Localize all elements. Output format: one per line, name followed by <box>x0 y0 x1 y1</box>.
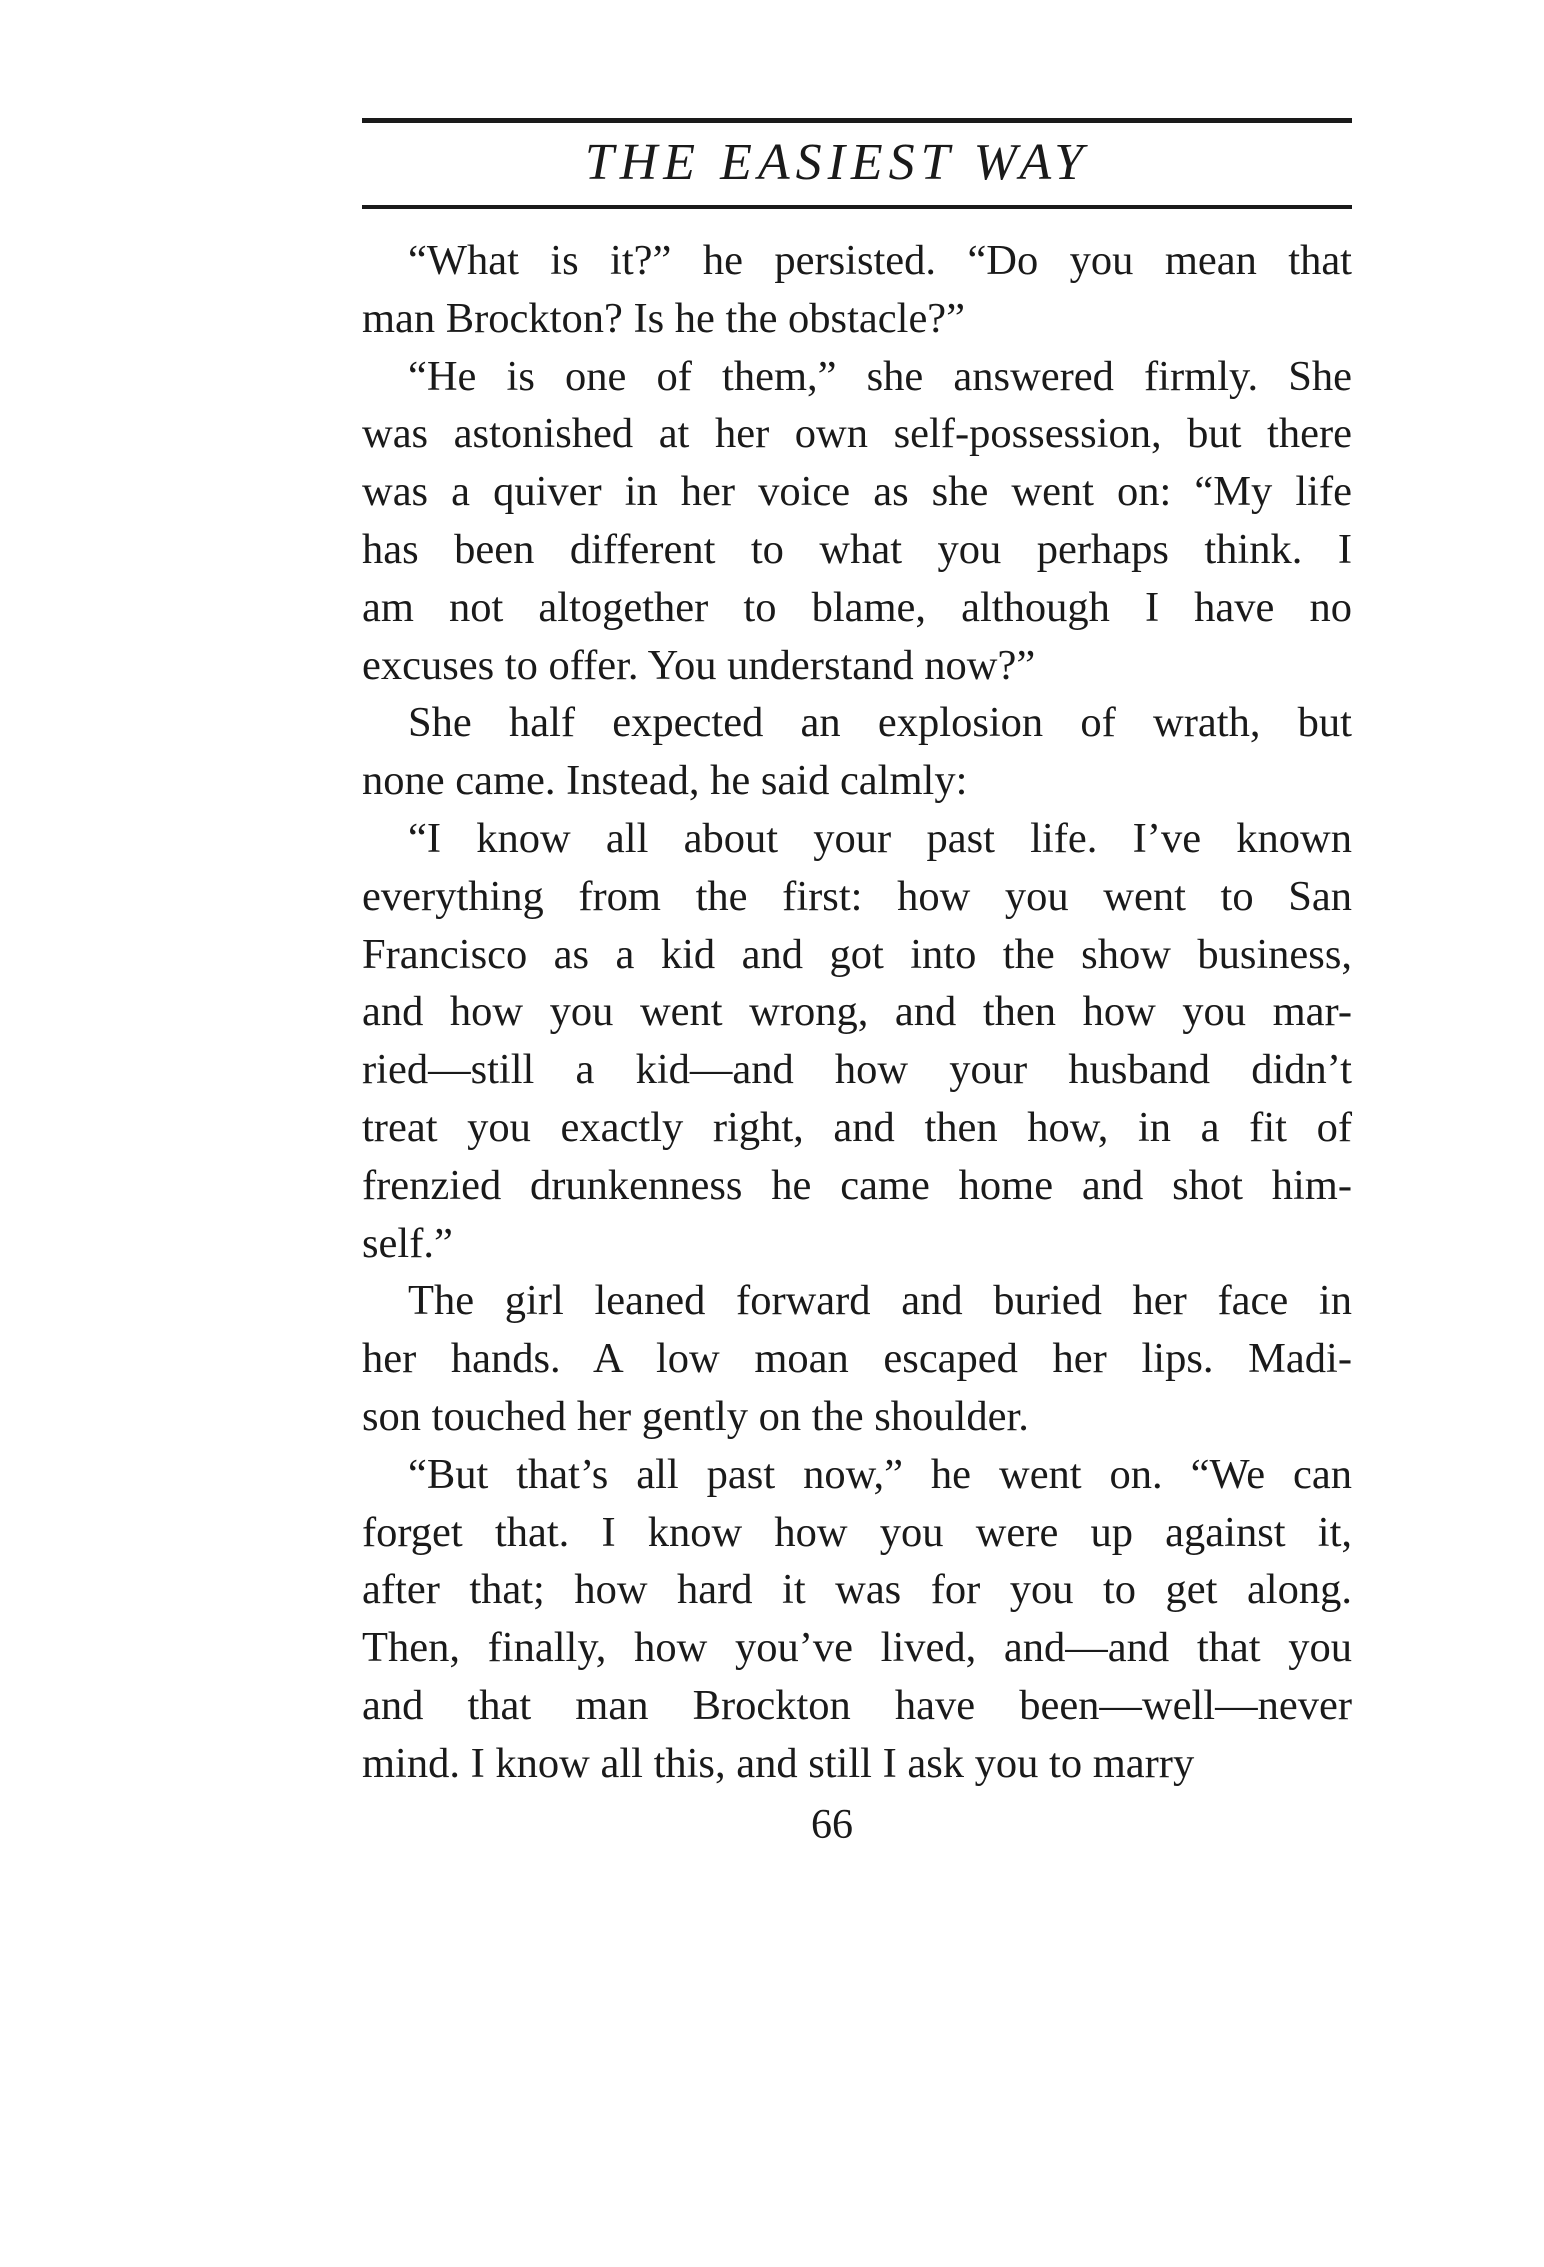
text-line: treat you exactly right, and then how, in a fit of <box>362 1103 1352 1151</box>
text-line: She half expected an explosion of wrath, but <box>408 699 1352 747</box>
running-head <box>362 118 1352 209</box>
paragraph <box>362 810 1352 1272</box>
running-head-title: THE EASIEST WAY <box>584 134 1090 191</box>
text-line: “But that’s all past now,” he went on. “We can <box>408 1450 1352 1498</box>
text-line: everything from the first: how you went to San <box>362 872 1352 920</box>
body-text <box>362 232 1352 1793</box>
paragraph <box>362 1272 1352 1445</box>
paragraph <box>362 232 1352 348</box>
page-number <box>0 1800 1544 1850</box>
text-line: her hands. A low moan escaped her lips. Madi- <box>362 1335 1352 1383</box>
text-line: was a quiver in her voice as she went on: “My life <box>362 468 1352 516</box>
text-line: after that; how hard it was for you to get along. <box>362 1566 1352 1614</box>
paragraph <box>362 1446 1352 1793</box>
text-line: Then, finally, how you’ve lived, and—and that you <box>362 1624 1352 1672</box>
text-line: am not altogether to blame, although I have no <box>362 583 1352 631</box>
text-line: excuses to offer. You understand now?” <box>362 641 1036 689</box>
top-rule <box>362 118 1352 123</box>
text-line: Francisco as a kid and got into the show business, <box>362 930 1352 978</box>
text-line: The girl leaned forward and buried her face in <box>408 1277 1352 1325</box>
text-line: forget that. I know how you were up against it, <box>362 1508 1352 1556</box>
text-line: was astonished at her own self-possession, but there <box>362 410 1352 458</box>
text-line: “He is one of them,” she answered firmly. She <box>408 352 1352 400</box>
text-line: “I know all about your past life. I’ve known <box>408 814 1352 862</box>
text-line: mind. I know all this, and still I ask you to marry <box>362 1739 1195 1787</box>
text-line: “What is it?” he persisted. “Do you mean that <box>408 237 1352 284</box>
paragraph <box>362 694 1352 810</box>
text-line: and how you went wrong, and then how you mar- <box>362 988 1352 1036</box>
bottom-rule <box>362 205 1352 209</box>
paragraph <box>362 348 1352 695</box>
text-line: self.” <box>362 1219 453 1267</box>
text-line: ried—still a kid—and how your husband didn’t <box>362 1046 1352 1094</box>
text-line: man Brockton? Is he the obstacle?” <box>362 294 966 342</box>
text-line: son touched her gently on the shoulder. <box>362 1392 1029 1440</box>
text-line: has been different to what you perhaps think. I <box>362 525 1352 573</box>
text-line: and that man Brockton have been—well—never <box>362 1681 1352 1729</box>
text-line: none came. Instead, he said calmly: <box>362 757 968 805</box>
page-number-label: 66 <box>811 1802 853 1848</box>
text-line: frenzied drunkenness he came home and shot him- <box>362 1161 1352 1209</box>
